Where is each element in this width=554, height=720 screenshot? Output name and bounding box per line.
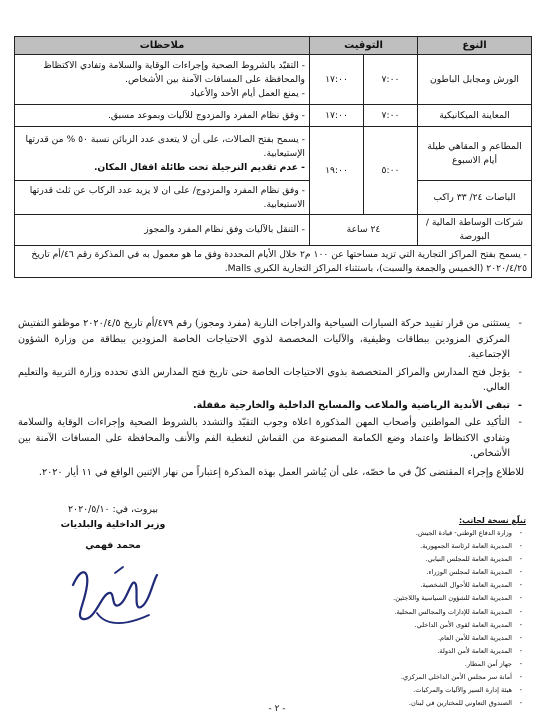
- signer-position: وزير الداخلية والبلديات: [60, 519, 166, 530]
- row-time-span: ٢٤ ساعة: [310, 215, 418, 246]
- row-type: الورش ومجابل الباطون: [418, 55, 532, 105]
- header-type: النوع: [418, 37, 532, 55]
- list-item: - الصندوق التعاوني للمختارين في لبنان.: [316, 697, 526, 710]
- copies-section: [316, 515, 526, 710]
- list-item: - المديرية العامة للأمن العام.: [316, 632, 526, 645]
- closing-paragraph: للاطلاع وإجراء المقتضى كلٌ في ما خصّه، على أن يُباشر العمل بهذه المذكرة إعتباراً من نهار الإثنين الواقع في ١١ أيار ٢٠٢٠.: [38, 467, 524, 478]
- list-item: - المديرية العامة لمجلس الوزراء.: [316, 566, 526, 579]
- list-item: - المديرية العامة للأحوال الشخصية.: [316, 579, 526, 592]
- signer-name: محمد فهمي: [85, 540, 141, 551]
- list-item: - تبقى الأندية الرياضية والملاعب والمسابح الداخلية والخارجية مقفلة.: [18, 398, 524, 414]
- row-type: المطاعم و المقاهي طيلة أيام الاسبوع: [418, 127, 532, 181]
- table-header-row: [15, 37, 532, 55]
- list-item: - التأكيد على المواطنين وأصحاب المهن المذكورة اعلاه وجوب التقيّد والتشدد بالشروط الصحية وإجراءات الوقاية والسلامة وتفادي الاكتظاظ واعتماد وضع الكمامة المصنوعة من القماش لتغطية الفم والأنف والمحافظة على المسافات الآمنة بين الأشخاص.: [18, 415, 524, 462]
- table-row: [15, 181, 532, 215]
- table-row: [15, 127, 532, 181]
- row-notes: [15, 105, 310, 127]
- note-line: - التقيّد بالشروط الصحية وإجراءات الوقاية والسلامة وتفادي الاكتظاظ والمحافظة على المسافات الآمنة بين الأشخاص.: [43, 59, 305, 85]
- signature-block: [38, 502, 188, 633]
- list-item: - يؤجل فتح المدارس والمراكز المتخصصة بذوي الاحتياجات الخاصة حتى تاريخ فتح المدارس الذي تحدده وزارة التربية والتعليم العالي.: [18, 365, 524, 396]
- row-notes: [15, 215, 310, 246]
- row-type: المعاينة الميكانيكية: [418, 105, 532, 127]
- note-line: - عدم تقديم النرجيلة تحت طائلة اقفال المكان.: [93, 161, 305, 173]
- list-item: - المديرية العامة للمجلس النيابي.: [316, 553, 526, 566]
- note-line: - وفق نظام المفرد والمزدوج للآليات وبموعد مسبق.: [107, 109, 305, 121]
- row-time-from: ٥:٠٠: [364, 127, 418, 215]
- row-time-from: ٧:٠٠: [364, 105, 418, 127]
- copies-heading: تبلّغ نسخة لجانب:: [458, 516, 526, 525]
- header-time: التوقيت: [310, 37, 418, 55]
- list-item: - المديرية العامة لقوى الأمن الداخلي.: [316, 619, 526, 632]
- row-notes: [15, 127, 310, 181]
- row-time-to: ١٧:٠٠: [310, 105, 364, 127]
- copies-list: [316, 527, 526, 710]
- row-type: شركات الوساطة المالية /البورصة: [418, 215, 532, 246]
- place-date: بيروت، في: ٢٠٢٠/٥/١٠: [68, 504, 158, 515]
- note-line: - يمنع العمل أيام الأحد والأعياد: [190, 87, 305, 99]
- row-time-to: ١٧:٠٠: [310, 55, 364, 105]
- row-time-to: ١٩:٠٠: [310, 127, 364, 215]
- list-item: - وزارة الدفاع الوطني- قيادة الجيش.: [316, 527, 526, 540]
- list-item: - هيئة إدارة السير والآليات والمركبات.: [316, 684, 526, 697]
- page-number: - ٢ -: [268, 704, 286, 714]
- handwritten-signature: [53, 555, 173, 633]
- row-notes: [15, 55, 310, 105]
- list-item: - المديرية العامة للشؤون السياسية واللاجئين.: [316, 592, 526, 605]
- list-item: - المديرية العامة لرئاسة الجمهورية.: [316, 540, 526, 553]
- regulations-table: [14, 36, 532, 278]
- table-row: [15, 55, 532, 105]
- note-line: - يسمح بفتح الصالات، على أن لا يتعدى عدد الزبائن نسبة ٥٠ % من قدرتها الإستيعابية.: [25, 133, 305, 159]
- note-line: - التنقل بالآليات وفق نظام المفرد والمجوز: [144, 224, 305, 235]
- row-type: الباصات ٢٤/ ٣٣ راكب: [418, 181, 532, 215]
- list-item: - جهاز أمن المطار.: [316, 658, 526, 671]
- list-item: - المديرية العامة للإدارات والمجالس المحلية.: [316, 606, 526, 619]
- list-item: - المديرية العامة لأمن الدولة.: [316, 645, 526, 658]
- row-notes: [15, 181, 310, 215]
- instructions-list: [18, 316, 524, 464]
- header-notes: ملاحظات: [15, 37, 310, 55]
- table-row: [15, 105, 532, 127]
- malls-note: - يسمح بفتح المراكز التجارية التي تزيد مساحتها عن ١٠٠ م٢ خلال الأيام المحددة وفق ما هو معمول به في المذكرة رقم ٤٦/أم تاريخ ٢٠٢٠/٤/٢٥ (الخميس والجمعة والسبت)، باستثناء المراكز التجارية الكبرى Malls.: [15, 246, 532, 278]
- table-full-row: [15, 246, 532, 278]
- table-row: [15, 215, 532, 246]
- row-time-from: ٧:٠٠: [364, 55, 418, 105]
- note-line: - وفق نظام المفرد والمزدوج/ على ان لا يزيد عدد الركاب عن ثلث قدرتها الاستيعابية.: [29, 184, 305, 210]
- list-item: - يستثنى من قرار تقييد حركة السيارات السياحية والدراجات النارية (مفرد ومجوز) رقم ٤٧٩/أم تاريخ ٢٠٢٠/٤/٥ موظفو التفتيش المركزي المزودين ببطاقات وظيفية، والآليات المخصصة لذوي الاحتياجات الخاصة المزودين ببطاقة من وزارة الشؤون الإجتماعية.: [18, 316, 524, 363]
- list-item: - أمانة سر مجلس الأمن الداخلي المركزي.: [316, 671, 526, 684]
